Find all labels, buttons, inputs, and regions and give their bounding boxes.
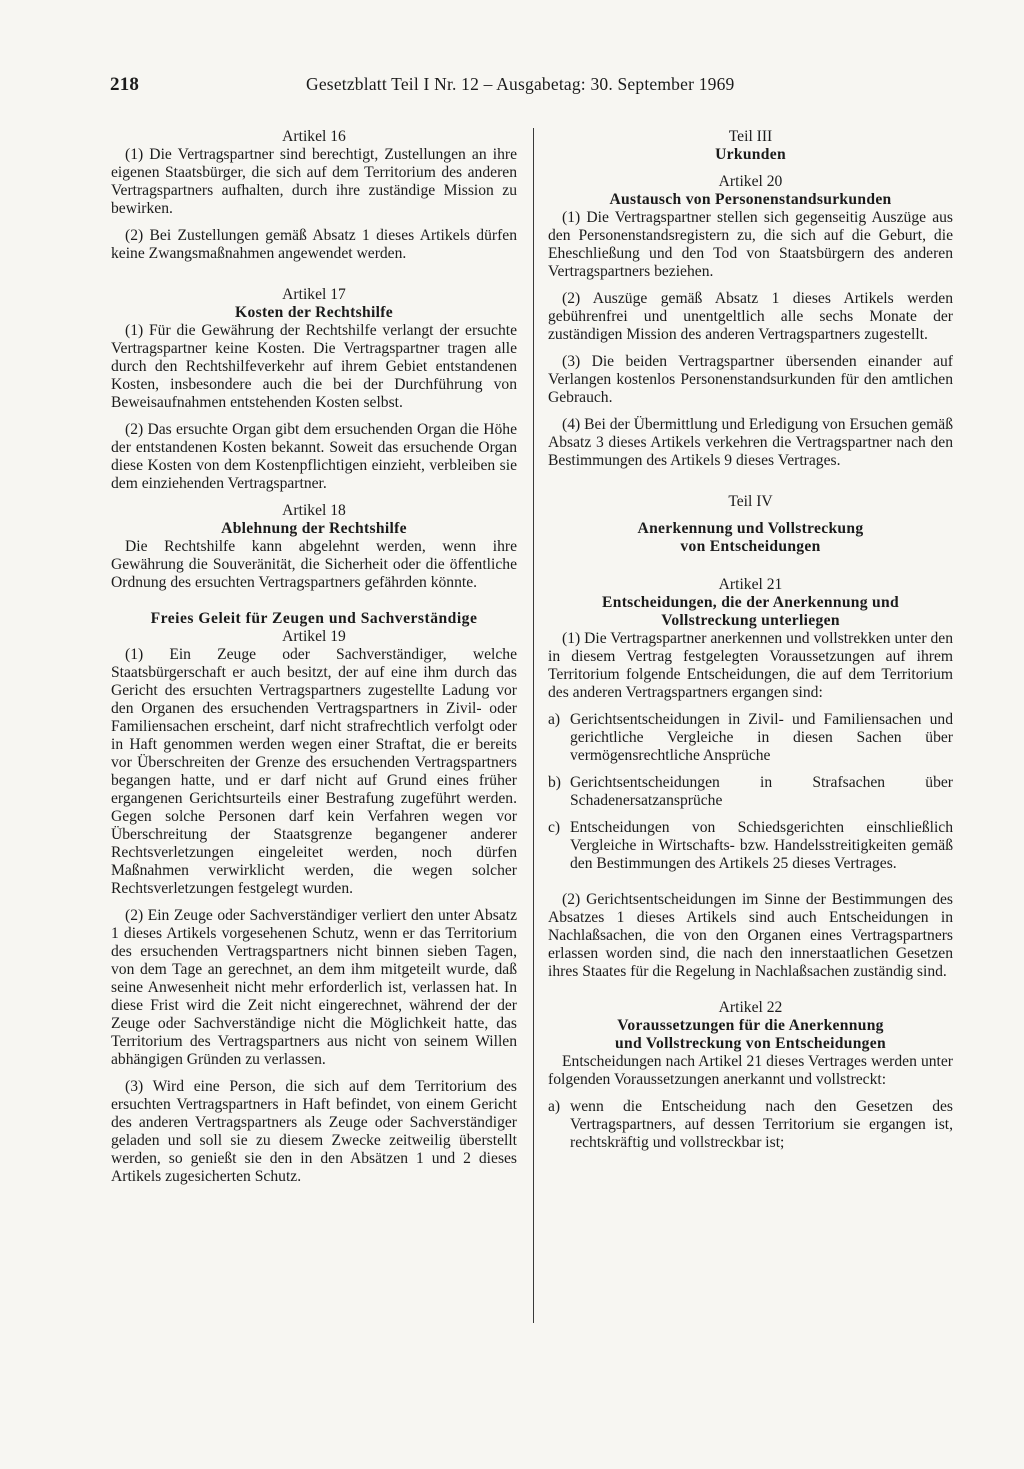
part-3-title: Urkunden <box>715 146 786 163</box>
article-18-heading: Artikel 18 <box>282 502 346 519</box>
column-divider <box>533 128 534 1323</box>
article-21-paragraph-1: (1) Die Vertragspartner anerkennen und vollstrekken unter den in diesem Vertrag festgelegten Voraussetzungen auf ihrem Territorium folgende Entscheidungen, die auf dem Territorium des anderen Vertragspartners ergangen sind: <box>548 630 953 701</box>
article-19-paragraph-2: (2) Ein Zeuge oder Sachverständiger verliert den unter Absatz 1 dieses Artikels vorgesehenen Schutz, wenn er das Territorium des ersuchenden Vertragspartners nicht binnen sieben Tagen, von dem Tage an gerechnet, an dem ihm mitgeteilt wurde, daß seine Anwesenheit nicht mehr erforderlich ist, verlassen hat. In diese Frist wird die Zeit nicht eingerechnet, während der der Zeuge oder Sachverständige nicht die Möglichkeit hatte, das Territorium des Vertragspartners aus nicht von seinem Willen abhängigen Gründen zu verlassen. <box>111 907 517 1068</box>
article-21-item-b <box>548 774 953 810</box>
part-4-title-line-1: Anerkennung und Vollstreckung <box>637 520 864 537</box>
article-18-title: Ablehnung der Rechtshilfe <box>221 520 407 537</box>
article-17-heading: Artikel 17 <box>282 286 346 303</box>
part-4-heading: Teil IV <box>728 493 773 510</box>
page-header <box>110 74 790 104</box>
item-label: a) <box>548 1098 561 1115</box>
part-4-title-line-2: von Entscheidungen <box>680 538 821 555</box>
article-19-heading: Artikel 19 <box>282 628 346 645</box>
article-19-paragraph-3: (3) Wird eine Person, die sich auf dem Territorium des ersuchten Vertragspartners in Haft befindet, von einem Gericht des anderen Vertragspartners als Zeuge oder Sachverständiger geladen und soll sie zu diesem Zwecke zeitweilig überstellt werden, so genießt sie den in den Absätzen 1 und 2 dieses Artikels zugesicherten Schutz. <box>111 1078 517 1185</box>
article-21-title-line-2: Vollstreckung unterliegen <box>661 612 840 629</box>
header-title: Gesetzblatt Teil I Nr. 12 – Ausgabetag: 30. September 1969 <box>306 74 735 94</box>
article-22-paragraph-1: Entscheidungen nach Artikel 21 dieses Vertrages werden unter folgenden Voraussetzungen anerkannt und vollstreckt: <box>548 1053 953 1088</box>
item-label: a) <box>548 711 561 728</box>
article-17-title: Kosten der Rechtshilfe <box>235 304 393 321</box>
article-21-paragraph-2: (2) Gerichtsentscheidungen im Sinne der Bestimmungen des Absatzes 1 dieses Artikels sind auch Entscheidungen in Nachlaßsachen, die von den Organen eines Vertragspartners erlassen worden sind, die nach den innerstaatlichen Gesetzen ihres Staates für die Regelung in Nachlaßsachen zuständig sind. <box>548 891 953 980</box>
article-17-paragraph-2: (2) Das ersuchte Organ gibt dem ersuchenden Organ die Höhe der entstandenen Kosten bekannt. Soweit das ersuchende Organ diese Kosten von dem Kostenpflichtigen einzieht, verbleiben sie dem einziehenden Vertragspartner. <box>111 421 517 492</box>
item-text: Entscheidungen von Schiedsgerichten einschließlich Vergleiche in Wirtschafts- bzw. Handelsstreitigkeiten gemäß den Bestimmungen des Artikels 25 dieses Vertrages. <box>570 819 953 872</box>
item-label: c) <box>548 819 561 836</box>
article-19-section-title: Freies Geleit für Zeugen und Sachverständige <box>150 610 478 627</box>
part-3-heading: Teil III <box>728 128 773 145</box>
left-column <box>111 128 517 1195</box>
article-21-title-line-1: Entscheidungen, die der Anerkennung und <box>602 594 899 611</box>
article-22-title-line-1: Voraussetzungen für die Anerkennung <box>617 1017 884 1034</box>
right-column <box>548 128 953 1161</box>
article-19-paragraph-1: (1) Ein Zeuge oder Sachverständiger, welche Staatsbürgerschaft er auch besitzt, der auf eine ihm durch das Gericht des ersuchten Vertragspartners zugestellte Ladung vor den Organen des ersuchenden Vertragspartners in Zivil- oder Familiensachen erscheint, darf nicht strafrechtlich verfolgt oder in Haft genommen werden wegen einer Straftat, die er bereits vor Überschreiten der Grenze des ersuchenden Vertragspartners begangen hatte, und er darf nicht auf Grund eines früher ergangenen Gerichtsurteils einer Bestrafung zugeführt werden. Gegen solche Personen darf kein Verfahren wegen vor Überschreitung der Staatsgrenze begangener anderer Rechtsverletzungen eingeleitet werden, noch dürfen Maßnahmen verwirklicht werden, die wegen solcher Rechtsverletzungen festgelegt wurden. <box>111 646 517 897</box>
article-16-paragraph-2: (2) Bei Zustellungen gemäß Absatz 1 dieses Artikels dürfen keine Zwangsmaßnahmen angewendet werden. <box>111 227 517 262</box>
item-label: b) <box>548 774 561 791</box>
article-20-heading: Artikel 20 <box>718 173 783 190</box>
article-22-title-line-2: und Vollstreckung von Entscheidungen <box>615 1035 886 1052</box>
item-text: wenn die Entscheidung nach den Gesetzen des Vertragspartners, auf dessen Territorium sie ergangen ist, rechtskräftig und vollstreckbar ist; <box>570 1098 953 1151</box>
page-number: 218 <box>110 74 140 95</box>
article-20-paragraph-4: (4) Bei der Übermittlung und Erledigung von Ersuchen gemäß Absatz 3 dieses Artikels verkehren die Vertragspartner nach den Bestimmungen des Artikels 9 dieses Vertrages. <box>548 416 953 469</box>
article-16-heading: Artikel 16 <box>282 128 346 145</box>
article-20-title: Austausch von Personenstandsurkunden <box>609 191 892 208</box>
article-21-item-a <box>548 711 953 765</box>
article-21-heading: Artikel 21 <box>718 576 783 593</box>
article-17-paragraph-1: (1) Für die Gewährung der Rechtshilfe verlangt der ersuchte Vertragspartner keine Kosten. Die Vertragspartner tragen alle durch den Rechtshilfeverkehr auf ihrem Gebiet entstandenen Kosten, insbesondere auch die bei der Durchführung von Beweisaufnahmen entstehenden Kosten selbst. <box>111 322 517 411</box>
article-20-paragraph-2: (2) Auszüge gemäß Absatz 1 dieses Artikels werden gebührenfrei und unentgeltlich alle sechs Monate der zuständigen Mission des anderen Vertragspartners zugestellt. <box>548 290 953 343</box>
article-20-paragraph-3: (3) Die beiden Vertragspartner übersenden einander auf Verlangen kostenlos Personenstandsurkunden für den amtlichen Gebrauch. <box>548 353 953 406</box>
article-18-paragraph-1: Die Rechtshilfe kann abgelehnt werden, wenn ihre Gewährung die Souveränität, die Sicherheit oder die öffentliche Ordnung des ersuchten Vertragspartners gefährden könnte. <box>111 538 517 591</box>
article-22-item-a <box>548 1098 953 1152</box>
article-20-paragraph-1: (1) Die Vertragspartner stellen sich gegenseitig Auszüge aus den Personenstandsregistern zu, die sich auf die Geburt, die Eheschließung und den Tod von Staatsbürgern des anderen Vertragspartners beziehen. <box>548 209 953 280</box>
article-22-heading: Artikel 22 <box>718 999 783 1016</box>
article-16-paragraph-1: (1) Die Vertragspartner sind berechtigt, Zustellungen an ihre eigenen Staatsbürger, die sich auf dem Territorium des anderen Vertragspartners aufhalten, durch ihre zuständige Mission zu bewirken. <box>111 146 517 217</box>
item-text: Gerichtsentscheidungen in Strafsachen über Schadenersatzansprüche <box>570 774 953 809</box>
article-21-item-c <box>548 819 953 873</box>
item-text: Gerichtsentscheidungen in Zivil- und Familiensachen und gerichtliche Vergleiche in diesen Sachen über vermögensrechtliche Ansprüche <box>570 711 953 764</box>
